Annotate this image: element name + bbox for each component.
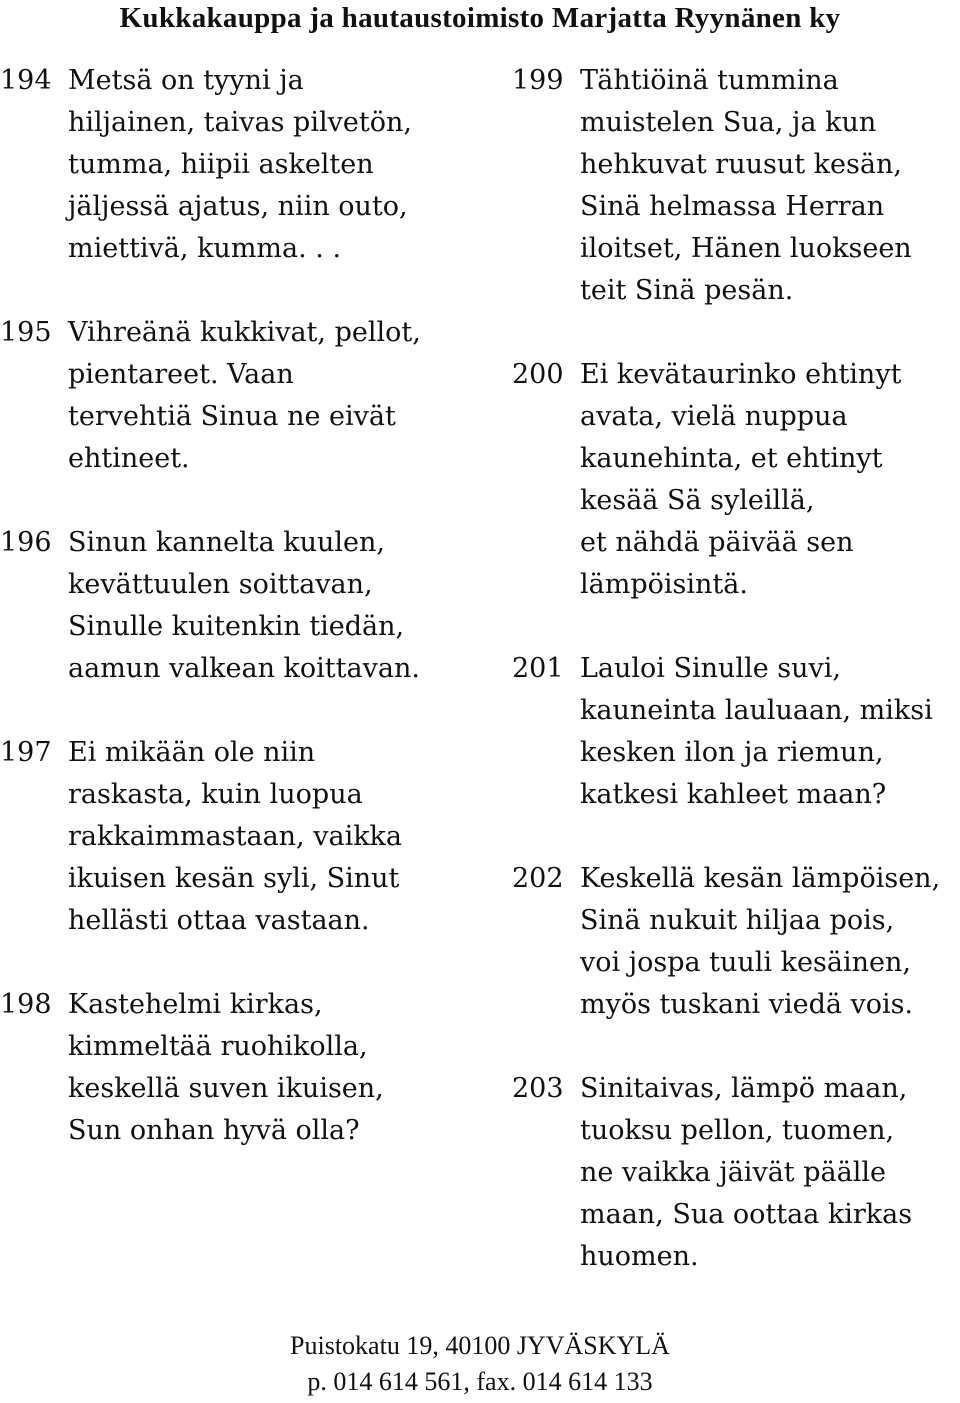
verse-line: huomen. <box>580 1241 699 1272</box>
verse-line: teit Sinä pesän. <box>580 275 794 306</box>
verse-line: hellästi ottaa vastaan. <box>68 905 370 936</box>
verse-line: raskasta, kuin luopua <box>68 779 363 810</box>
verse-text <box>68 522 470 690</box>
verse-line: Sinun kannelta kuulen, <box>68 527 385 558</box>
verse-text <box>580 648 960 816</box>
verse-line: Ei kevätaurinko ehtinyt <box>580 359 902 390</box>
right-verse-column <box>512 60 960 1320</box>
verse-line: tumma, hiipii askelten <box>68 149 374 180</box>
verse-line: pientareet. Vaan <box>68 359 294 390</box>
page-footer <box>0 1328 960 1400</box>
verse-line: kaunehinta, et ehtinyt <box>580 443 883 474</box>
verse-line: kesken ilon ja riemun, <box>580 737 884 768</box>
verse-item <box>512 1068 960 1278</box>
verse-line: avata, vielä nuppua <box>580 401 848 432</box>
verse-line: voi jospa tuuli kesäinen, <box>580 947 911 978</box>
verse-line: rakkaimmastaan, vaikka <box>68 821 403 852</box>
verse-item <box>0 732 470 942</box>
verse-line: miettivä, kumma. . . <box>68 233 342 264</box>
verse-item <box>0 522 470 690</box>
verse-number: 196 <box>0 527 52 558</box>
verse-line: maan, Sua oottaa kirkas <box>580 1199 913 1230</box>
verse-line: keskellä suven ikuisen, <box>68 1073 384 1104</box>
verse-line: Vihreänä kukkivat, pellot, <box>68 317 421 348</box>
verse-item <box>0 984 470 1152</box>
verse-item <box>512 60 960 312</box>
verse-line: et nähdä päivää sen <box>580 527 854 558</box>
verse-number: 195 <box>0 317 52 348</box>
verse-number: 200 <box>512 359 564 390</box>
verse-item <box>512 858 960 1026</box>
verse-item <box>0 312 470 480</box>
verse-item <box>0 60 470 270</box>
verse-number: 194 <box>0 65 52 96</box>
verse-line: lämpöisintä. <box>580 569 748 600</box>
verse-line: ne vaikka jäivät päälle <box>580 1157 886 1188</box>
verse-line: muistelen Sua, ja kun <box>580 107 877 138</box>
verse-line: kesää Sä syleillä, <box>580 485 815 516</box>
verse-line: kauneinta lauluaan, miksi <box>580 695 933 726</box>
verse-line: Keskellä kesän lämpöisen, <box>580 863 941 894</box>
verse-line: ikuisen kesän syli, Sinut <box>68 863 400 894</box>
verse-line: kevättuulen soittavan, <box>68 569 373 600</box>
verse-line: Sinä helmassa Herran <box>580 191 885 222</box>
verse-line: Ei mikään ole niin <box>68 737 316 768</box>
verse-line: myös tuskani viedä vois. <box>580 989 914 1020</box>
verse-line: hehkuvat ruusut kesän, <box>580 149 902 180</box>
verse-line: Metsä on tyyni ja <box>68 65 304 96</box>
verse-line: Tähtiöinä tummina <box>580 65 839 96</box>
verse-number: 203 <box>512 1073 564 1104</box>
verse-text <box>68 732 470 942</box>
page-header <box>0 0 960 36</box>
verse-line: tuoksu pellon, tuomen, <box>580 1115 895 1146</box>
verse-item <box>512 648 960 816</box>
verse-number: 202 <box>512 863 564 894</box>
verse-line: Sun onhan hyvä olla? <box>68 1115 360 1146</box>
verse-number: 199 <box>512 65 564 96</box>
verse-line: Sinitaivas, lämpö maan, <box>580 1073 908 1104</box>
verse-line: Sinä nukuit hiljaa pois, <box>580 905 895 936</box>
company-title: Kukkakauppa ja hautaustoimisto Marjatta Ryynänen ky <box>119 2 841 34</box>
verse-line: jäljessä ajatus, niin outo, <box>68 191 408 222</box>
verse-number: 201 <box>512 653 564 684</box>
footer-contact: p. 014 614 561, fax. 014 614 133 <box>307 1367 653 1396</box>
verse-number: 197 <box>0 737 52 768</box>
verse-line: Kastehelmi kirkas, <box>68 989 323 1020</box>
verse-line: Lauloi Sinulle suvi, <box>580 653 841 684</box>
verse-text <box>580 1068 960 1278</box>
verse-text <box>580 354 960 606</box>
verse-line: kimmeltää ruohikolla, <box>68 1031 368 1062</box>
verse-text <box>68 312 470 480</box>
left-verse-column <box>0 60 470 1194</box>
verse-item <box>512 354 960 606</box>
verse-line: Sinulle kuitenkin tiedän, <box>68 611 405 642</box>
verse-line: hiljainen, taivas pilvetön, <box>68 107 412 138</box>
footer-address: Puistokatu 19, 40100 JYVÄSKYLÄ <box>290 1331 670 1360</box>
verse-text <box>580 60 960 312</box>
verse-line: katkesi kahleet maan? <box>580 779 887 810</box>
verse-line: aamun valkean koittavan. <box>68 653 420 684</box>
verse-text <box>68 984 470 1152</box>
verse-text <box>68 60 470 270</box>
verse-line: tervehtiä Sinua ne eivät <box>68 401 396 432</box>
verse-line: iloitset, Hänen luokseen <box>580 233 912 264</box>
verse-text <box>580 858 960 1026</box>
verse-number: 198 <box>0 989 52 1020</box>
verse-line: ehtineet. <box>68 443 190 474</box>
